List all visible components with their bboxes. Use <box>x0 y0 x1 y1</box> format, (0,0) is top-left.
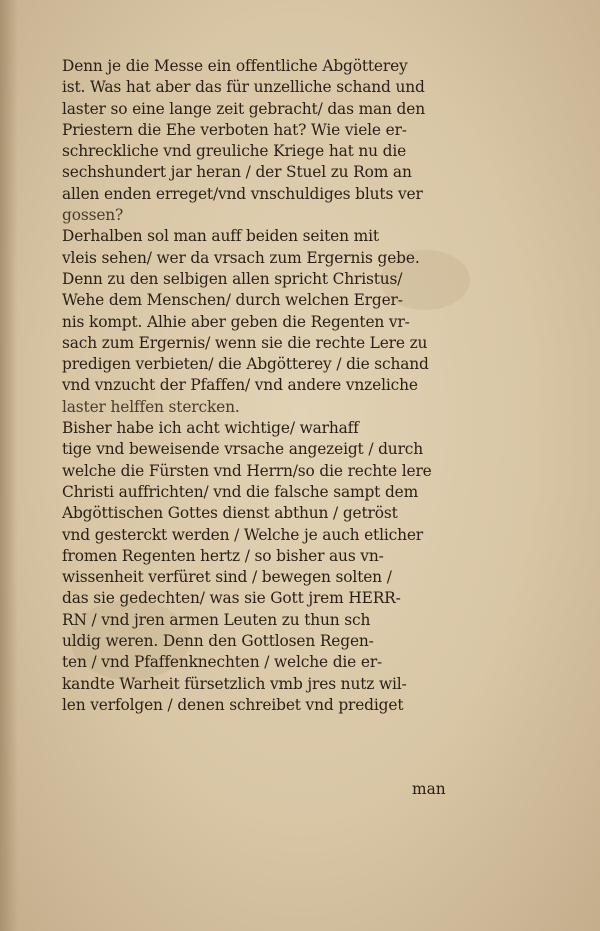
text-line: sach zum Ergernis/ wenn sie die rechte Lere zu <box>62 333 428 352</box>
text-line: gossen? <box>62 206 124 225</box>
text-line: Wehe dem Menschen/ durch welchen Erger- <box>62 291 403 310</box>
text-line: allen enden erreget/vnd vnschuldiges bluts ver <box>62 184 423 203</box>
page-edge-shadow <box>0 0 18 931</box>
text-line: kandte Warheit fürsetzlich vmb jres nutz wil- <box>62 674 407 693</box>
text-line: uldig weren. Denn den Gottlosen Regen- <box>62 632 374 651</box>
text-line: Priestern die Ehe verboten hat? Wie viele er- <box>62 120 407 139</box>
text-line: Christi auffrichten/ vnd die falsche sampt dem <box>62 482 419 501</box>
text-line: Derhalben sol man auff beiden seiten mit <box>62 227 379 246</box>
text-line: laster helffen stercken. <box>62 397 240 416</box>
text-line: sechshundert jar heran / der Stuel zu Rom an <box>62 163 412 182</box>
text-line: Denn zu den selbigen allen spricht Christus/ <box>62 269 403 288</box>
text-line: Bisher habe ich acht wichtige/ warhaff <box>62 419 359 438</box>
text-line: nis kompt. Alhie aber geben die Regenten vr- <box>62 312 410 331</box>
catchword: man <box>412 780 446 798</box>
text-line: vnd gesterckt werden / Welche je auch etlicher <box>62 525 424 544</box>
text-line: ist. Was hat aber das für unzelliche schand und <box>62 78 425 97</box>
text-line: laster so eine lange zeit gebracht/ das man den <box>62 99 425 118</box>
text-line: welche die Fürsten vnd Herrn/so die rechte lere <box>62 461 432 480</box>
text-line: len verfolgen / denen schreibet vnd prediget <box>62 695 404 714</box>
text-line: vleis sehen/ wer da vrsach zum Ergernis gebe. <box>62 248 420 267</box>
text-line: predigen verbieten/ die Abgötterey / die schand <box>62 355 429 374</box>
text-line: Denn je die Messe ein offentliche Abgötterey <box>62 57 408 75</box>
body-text <box>62 56 502 716</box>
text-line: tige vnd beweisende vrsache angezeigt / durch <box>62 440 424 459</box>
text-line: Abgöttischen Gottes dienst abthun / getröst <box>62 504 398 523</box>
text-line: fromen Regenten hertz / so bisher aus vn- <box>62 546 384 565</box>
text-line: wissenheit verfüret sind / bewegen solten / <box>62 568 392 587</box>
text-line: das sie gedechten/ was sie Gott jrem HERR- <box>62 589 401 608</box>
text-line: RN / vnd jren armen Leuten zu thun sch <box>62 610 371 629</box>
text-line: vnd vnzucht der Pfaffen/ vnd andere vnzeliche <box>62 376 418 395</box>
text-line: schreckliche vnd greuliche Kriege hat nu die <box>62 142 407 161</box>
text-line: ten / vnd Pfaffenknechten / welche die er- <box>62 653 383 672</box>
